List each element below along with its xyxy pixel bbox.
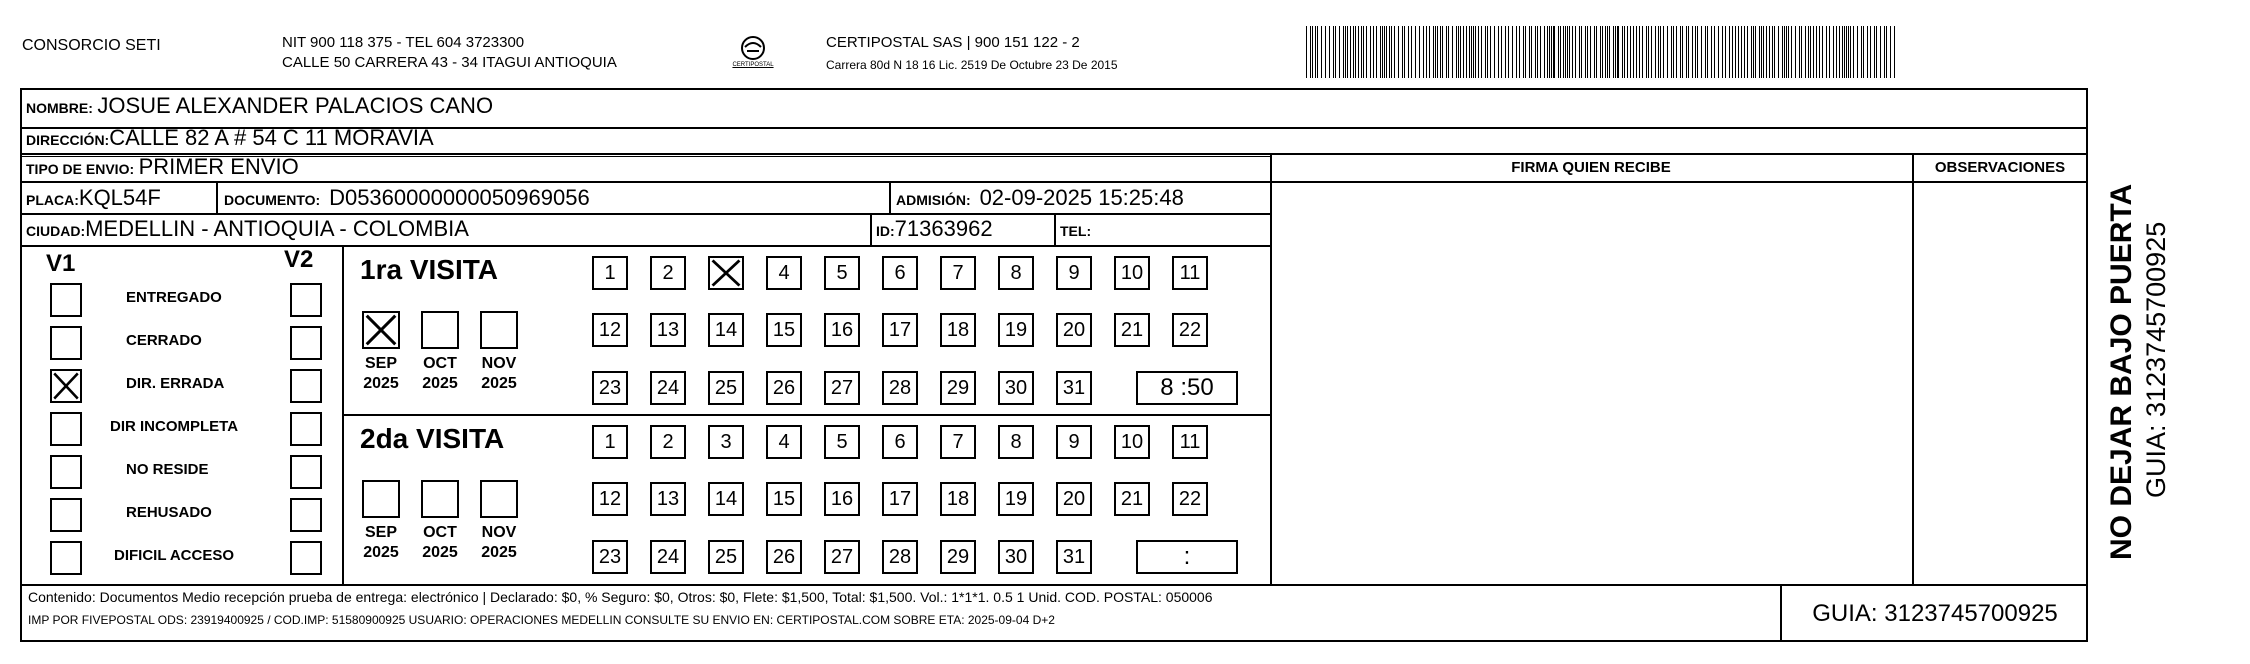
- day-checkbox[interactable]: 25: [708, 540, 744, 574]
- day-checkbox[interactable]: 3: [708, 425, 744, 459]
- tel-field: TEL:: [1060, 223, 1092, 239]
- status-label: NO RESIDE: [126, 461, 209, 478]
- day-checkbox[interactable]: 9: [1056, 425, 1092, 459]
- firma-header: FIRMA QUIEN RECIBE: [1511, 159, 1671, 176]
- observaciones-header: OBSERVACIONES: [1934, 159, 2066, 176]
- day-checkbox[interactable]: 28: [882, 371, 918, 405]
- v2-checkbox[interactable]: [290, 369, 322, 403]
- month-label: SEP 2025: [363, 524, 399, 561]
- v1-checkbox[interactable]: [50, 369, 82, 403]
- v2-checkbox[interactable]: [290, 455, 322, 489]
- day-checkbox[interactable]: 16: [824, 313, 860, 347]
- day-checkbox[interactable]: 6: [882, 256, 918, 290]
- day-checkbox[interactable]: 7: [940, 425, 976, 459]
- ciudad-field: CIUDAD:MEDELLIN - ANTIOQUIA - COLOMBIA: [26, 216, 469, 241]
- month-label: NOV 2025: [481, 524, 517, 561]
- status-label: DIR INCOMPLETA: [110, 418, 239, 435]
- month-checkbox[interactable]: [480, 311, 518, 349]
- v2-checkbox[interactable]: [290, 541, 322, 575]
- month-label: SEP 2025: [363, 355, 399, 392]
- v1-checkbox[interactable]: [50, 326, 82, 360]
- v1-checkbox[interactable]: [50, 283, 82, 317]
- v1-checkbox[interactable]: [50, 541, 82, 575]
- day-checkbox[interactable]: 24: [650, 540, 686, 574]
- admision-field: ADMISIÓN: 02-09-2025 15:25:48: [896, 185, 1184, 210]
- day-checkbox[interactable]: 19: [998, 482, 1034, 516]
- day-checkbox[interactable]: 26: [766, 371, 802, 405]
- footer-guia: GUIA: 3123745700925: [1812, 600, 2058, 627]
- day-checkbox[interactable]: 14: [708, 313, 744, 347]
- day-checkbox[interactable]: 18: [940, 313, 976, 347]
- day-checkbox[interactable]: 11: [1172, 425, 1208, 459]
- day-checkbox[interactable]: 13: [650, 482, 686, 516]
- check-x-mark: [710, 258, 742, 288]
- month-checkbox[interactable]: [421, 480, 459, 518]
- day-checkbox[interactable]: 15: [766, 482, 802, 516]
- direccion-field: DIRECCIÓN:CALLE 82 A # 54 C 11 MORAVIA: [26, 125, 434, 150]
- placa-field: PLACA:KQL54F: [26, 185, 161, 210]
- day-checkbox[interactable]: 31: [1056, 371, 1092, 405]
- check-x-mark: [364, 313, 398, 347]
- day-checkbox[interactable]: 21: [1114, 482, 1150, 516]
- status-label: REHUSADO: [126, 504, 212, 521]
- day-checkbox[interactable]: 2: [650, 256, 686, 290]
- day-checkbox[interactable]: 29: [940, 540, 976, 574]
- day-checkbox[interactable]: 10: [1114, 256, 1150, 290]
- day-checkbox[interactable]: 27: [824, 540, 860, 574]
- day-checkbox[interactable]: 21: [1114, 313, 1150, 347]
- v1-label: V1: [46, 250, 76, 277]
- day-checkbox[interactable]: 22: [1172, 313, 1208, 347]
- month-label: NOV 2025: [481, 355, 517, 392]
- day-checkbox[interactable]: 5: [824, 256, 860, 290]
- month-checkbox[interactable]: [362, 311, 400, 349]
- nit-line: NIT 900 118 375 - TEL 604 3723300: [282, 34, 525, 51]
- day-checkbox[interactable]: 23: [592, 540, 628, 574]
- visit-title: 1ra VISITA: [360, 254, 498, 285]
- status-label: ENTREGADO: [126, 289, 222, 306]
- certipostal-line1: CERTIPOSTAL SAS | 900 151 122 - 2: [826, 34, 1080, 51]
- contenido-line: Contenido: Documentos Medio recepción prueba de entrega: electrónico | Declarado: $0, % Seguro: $0, Otros: $0, Flete: $1,500, Total: $1,500. Vol.: 1*1*1. 0.5 1 Unid. COD. POSTAL: 050006: [28, 589, 1213, 605]
- month-checkbox[interactable]: [480, 480, 518, 518]
- month-label: OCT 2025: [422, 524, 458, 561]
- day-checkbox[interactable]: 30: [998, 540, 1034, 574]
- check-x-mark: [52, 371, 80, 401]
- day-checkbox[interactable]: 8: [998, 256, 1034, 290]
- day-checkbox[interactable]: 14: [708, 482, 744, 516]
- day-checkbox[interactable]: 2: [650, 425, 686, 459]
- day-checkbox[interactable]: 25: [708, 371, 744, 405]
- v2-checkbox[interactable]: [290, 412, 322, 446]
- v2-checkbox[interactable]: [290, 326, 322, 360]
- day-checkbox[interactable]: 16: [824, 482, 860, 516]
- company-name: CONSORCIO SETI: [22, 37, 161, 54]
- tipo-envio-field: TIPO DE ENVIO: PRIMER ENVIO: [26, 154, 299, 179]
- day-checkbox[interactable]: 30: [998, 371, 1034, 405]
- status-label: CERRADO: [126, 332, 202, 349]
- day-checkbox[interactable]: 13: [650, 313, 686, 347]
- day-checkbox[interactable]: 1: [592, 425, 628, 459]
- day-checkbox[interactable]: 5: [824, 425, 860, 459]
- visit-title: 2da VISITA: [360, 423, 505, 454]
- v1-checkbox[interactable]: [50, 412, 82, 446]
- day-checkbox[interactable]: 29: [940, 371, 976, 405]
- certipostal-logo: CERTIPOSTAL: [728, 34, 778, 74]
- v2-checkbox[interactable]: [290, 498, 322, 532]
- certipostal-line2: Carrera 80d N 18 16 Lic. 2519 De Octubre 23 De 2015: [826, 58, 1118, 72]
- day-checkbox[interactable]: [708, 256, 744, 290]
- day-checkbox[interactable]: 17: [882, 313, 918, 347]
- month-checkbox[interactable]: [362, 480, 400, 518]
- day-checkbox[interactable]: 11: [1172, 256, 1208, 290]
- v2-label: V2: [284, 246, 314, 273]
- imp-line: IMP POR FIVEPOSTAL ODS: 23919400925 / COD.IMP: 51580900925 USUARIO: OPERACIONES MEDELLIN CONSULTE SU ENVIO EN: CERTIPOSTAL.COM SOBRE ETA: 2025-09-04 D+2: [28, 613, 1055, 627]
- day-checkbox[interactable]: 7: [940, 256, 976, 290]
- month-checkbox[interactable]: [421, 311, 459, 349]
- day-checkbox[interactable]: 22: [1172, 482, 1208, 516]
- time-field[interactable]: :: [1136, 540, 1238, 574]
- day-checkbox[interactable]: 20: [1056, 313, 1092, 347]
- day-checkbox[interactable]: 18: [940, 482, 976, 516]
- day-checkbox[interactable]: 31: [1056, 540, 1092, 574]
- day-checkbox[interactable]: 23: [592, 371, 628, 405]
- side-guia: GUIA: 3123745700925: [2141, 221, 2171, 498]
- day-checkbox[interactable]: 17: [882, 482, 918, 516]
- time-field[interactable]: 8 :50: [1136, 371, 1238, 405]
- day-checkbox[interactable]: 27: [824, 371, 860, 405]
- v2-checkbox[interactable]: [290, 283, 322, 317]
- day-checkbox[interactable]: 10: [1114, 425, 1150, 459]
- day-checkbox[interactable]: 12: [592, 482, 628, 516]
- day-checkbox[interactable]: 26: [766, 540, 802, 574]
- nombre-field: NOMBRE: JOSUE ALEXANDER PALACIOS CANO: [26, 93, 494, 118]
- day-checkbox[interactable]: 28: [882, 540, 918, 574]
- status-label: DIFICIL ACCESO: [114, 547, 235, 564]
- barcode: [1306, 26, 1900, 78]
- day-checkbox[interactable]: 4: [766, 425, 802, 459]
- v1-checkbox[interactable]: [50, 498, 82, 532]
- day-checkbox[interactable]: 12: [592, 313, 628, 347]
- day-checkbox[interactable]: 15: [766, 313, 802, 347]
- month-label: OCT 2025: [422, 355, 458, 392]
- day-checkbox[interactable]: 20: [1056, 482, 1092, 516]
- day-checkbox[interactable]: 6: [882, 425, 918, 459]
- day-checkbox[interactable]: 8: [998, 425, 1034, 459]
- v1-checkbox[interactable]: [50, 455, 82, 489]
- documento-field: DOCUMENTO: D05360000000050969056: [224, 185, 590, 210]
- day-checkbox[interactable]: 19: [998, 313, 1034, 347]
- day-checkbox[interactable]: 9: [1056, 256, 1092, 290]
- day-checkbox[interactable]: 1: [592, 256, 628, 290]
- id-field: ID:71363962: [876, 216, 993, 241]
- address-line: CALLE 50 CARRERA 43 - 34 ITAGUI ANTIOQUIA: [282, 54, 617, 71]
- no-dejar-bajo-puerta: NO DEJAR BAJO PUERTA: [2105, 183, 2138, 560]
- day-checkbox[interactable]: 4: [766, 256, 802, 290]
- status-label: DIR. ERRADA: [126, 375, 225, 392]
- day-checkbox[interactable]: 24: [650, 371, 686, 405]
